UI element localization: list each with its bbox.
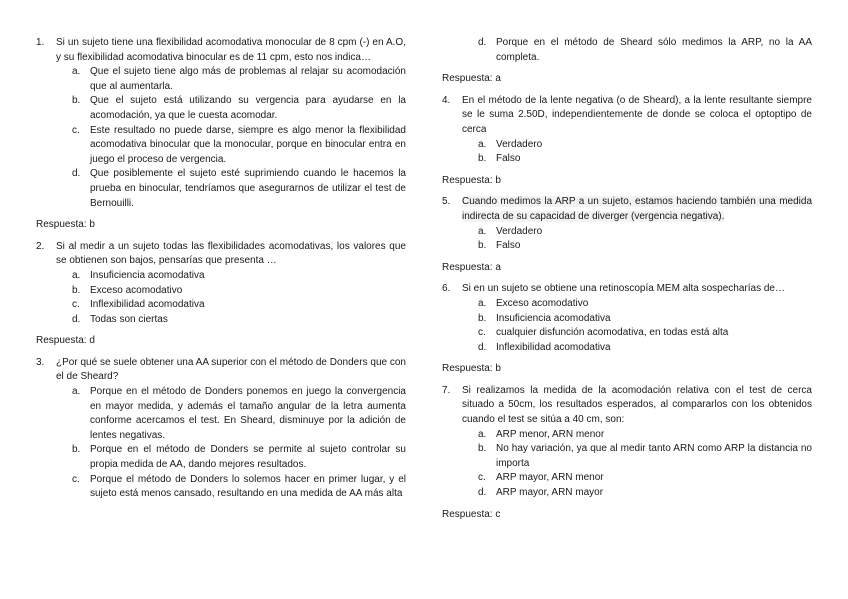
question-number: 7. [442,384,451,396]
option-a [72,269,406,284]
option-text: Inflexibilidad acomodativa [90,299,205,311]
option-text: Falso [496,153,521,165]
option-letter: b. [72,444,81,456]
question-3-options [72,385,406,502]
option-text: Exceso acomodativo [90,284,183,296]
option-text: cualquier disfunción acomodativa, en todas está alta [496,327,729,339]
option-letter: b. [478,153,487,165]
option-c [72,473,406,502]
option-b [72,443,406,472]
question-number: 4. [442,94,451,106]
answer-line: Respuesta: c [442,508,501,520]
question-text: Si al medir a un sujeto todas las flexibilidades acomodativas, los valores que se obtienen son bajos, pensarías que presenta … [56,240,406,267]
option-letter: b. [478,312,487,324]
answer-line: Respuesta: a [442,261,501,273]
option-text: Falso [496,240,521,252]
option-letter: c. [72,124,80,136]
question-1-stem [36,36,406,65]
option-text: Este resultado no puede darse, siempre es algo menor la flexibilidad acomodativa binocular que la monocular, porque en binocular entra en juego el proceso de vergencia. [90,124,406,165]
option-letter: c. [478,472,486,484]
option-b [478,442,812,471]
option-letter: a. [478,225,487,237]
question-text: Si un sujeto tiene una flexibilidad acomodativa monocular de 8 cpm (-) en A.O, y su flexibilidad acomodativa binocular es de 11 cpm, esto nos indica… [56,37,406,63]
option-a [72,65,406,94]
option-c [72,124,406,168]
option-letter: a. [478,297,487,309]
option-d [478,341,812,356]
option-text: Todas son ciertas [90,313,168,325]
question-5 [442,195,812,275]
option-text: ARP mayor, ARN menor [496,472,604,484]
question-6-stem [442,282,812,297]
question-text: ¿Por qué se suele obtener una AA superior con el método de Donders que con el de Sheard? [56,356,406,383]
option-letter: a. [72,66,81,78]
option-letter: d. [72,313,81,325]
option-text: Porque el método de Donders lo solemos hacer en primer lugar, y el sujeto está menos cansado, resultando en una medida de AA más alta [90,473,406,500]
option-text: ARP mayor, ARN mayor [496,487,604,499]
option-a [72,385,406,443]
question-6 [442,282,812,377]
question-2-options [72,269,406,327]
option-letter: c. [72,473,80,485]
option-letter: a. [478,138,487,150]
question-7-stem [442,384,812,428]
option-text: Que el sujeto tiene algo más de problemas al relajar su acomodación que al aumentarla. [90,66,406,92]
option-text: ARP menor, ARN menor [496,428,605,440]
option-text: Inflexibilidad acomodativa [496,341,611,353]
option-b [72,94,406,123]
option-b [478,312,812,327]
question-text: Si realizamos la medida de la acomodación relativa con el test de cerca situado a 50cm, los resultados esperados, al compararlos con los obtenidos cuando el test se sitúa a 40 cm, son: [462,384,812,426]
option-letter: b. [478,443,487,455]
question-4-stem [442,94,812,138]
question-text: Cuando medimos la ARP a un sujeto, estamos haciendo también una medida indirecta de su capacidad de diverger (vergencia negativa). [462,196,812,222]
option-letter: d. [478,341,487,353]
question-4 [442,94,812,189]
answer-line: Respuesta: b [36,219,95,231]
question-number: 1. [36,37,45,48]
option-letter: b. [72,95,81,107]
answer-line: Respuesta: b [442,363,501,375]
question-3-options-continued [478,36,812,65]
question-number: 3. [36,356,45,368]
question-text: Si en un sujeto se obtiene una retinoscopía MEM alta sospecharías de… [462,283,785,295]
question-5-stem [442,195,812,224]
option-letter: b. [478,240,487,252]
question-6-options [478,297,812,355]
option-text: No hay variación, ya que al medir tanto ARN como ARP la distancia no importa [496,443,812,469]
question-3-continued [442,36,812,87]
option-letter: d. [478,487,487,499]
option-letter: c. [72,299,80,311]
question-number: 2. [36,240,45,252]
question-7-options [478,428,812,501]
answer-line: Respuesta: b [442,174,501,186]
option-letter: d. [72,168,81,180]
answer-line: Respuesta: a [442,73,501,85]
question-7 [442,384,812,522]
option-text: Insuficiencia acomodativa [90,269,205,281]
option-letter: a. [72,269,81,281]
left-column [36,36,406,502]
option-a [478,225,812,240]
option-text: Verdadero [496,138,543,150]
option-b [72,284,406,299]
option-d [478,486,812,501]
question-2-stem [36,240,406,269]
question-1-options [72,65,406,211]
question-3-stem [36,356,406,385]
option-c [72,298,406,313]
option-text: Verdadero [496,225,543,237]
option-text: Exceso acomodativo [496,297,589,309]
option-letter: c. [478,327,486,339]
option-a [478,428,812,443]
option-letter: a. [478,428,487,440]
question-2 [36,240,406,349]
option-b [478,239,812,254]
option-letter: a. [72,386,81,398]
option-text: Insuficiencia acomodativa [496,312,611,324]
option-d [72,167,406,211]
right-column [442,36,812,529]
option-text: Que el sujeto está utilizando su vergencia para ayudarse en la acomodación, ya que le cuesta acomodar. [90,95,406,121]
option-letter: d. [478,37,487,48]
option-b [478,152,812,167]
option-text: Porque en el método de Sheard sólo medimos la ARP, no la AA completa. [496,37,812,63]
question-number: 5. [442,196,451,208]
question-text: En el método de la lente negativa (o de Sheard), a la lente resultante siempre se le suma 2.50D, independientemente de donde se coloca el optoptipo de cerca [462,94,812,135]
option-a [478,297,812,312]
question-number: 6. [442,283,451,295]
option-d [72,313,406,328]
option-text: Porque en el método de Donders se permite al sujeto controlar su propia medida de AA, dando mejores resultados. [90,444,406,471]
option-d [478,36,812,65]
answer-line: Respuesta: d [36,335,95,347]
question-4-options [478,138,812,167]
option-letter: b. [72,284,81,296]
question-1 [36,36,406,233]
option-a [478,138,812,153]
question-5-options [478,225,812,254]
option-text: Porque en el método de Donders ponemos en juego la convergencia en mayor medida, y además el tamaño angular de la letra aumenta conforme acercamos el test. En Sheard, disminuye por la adición de lentes negativas. [90,386,406,441]
option-c [478,326,812,341]
option-c [478,471,812,486]
question-3 [36,356,406,502]
option-text: Que posiblemente el sujeto esté suprimiendo cuando le hacemos la prueba en binocular, tendríamos que asegurarnos de utilizar el test de Bernouilli. [90,168,406,209]
